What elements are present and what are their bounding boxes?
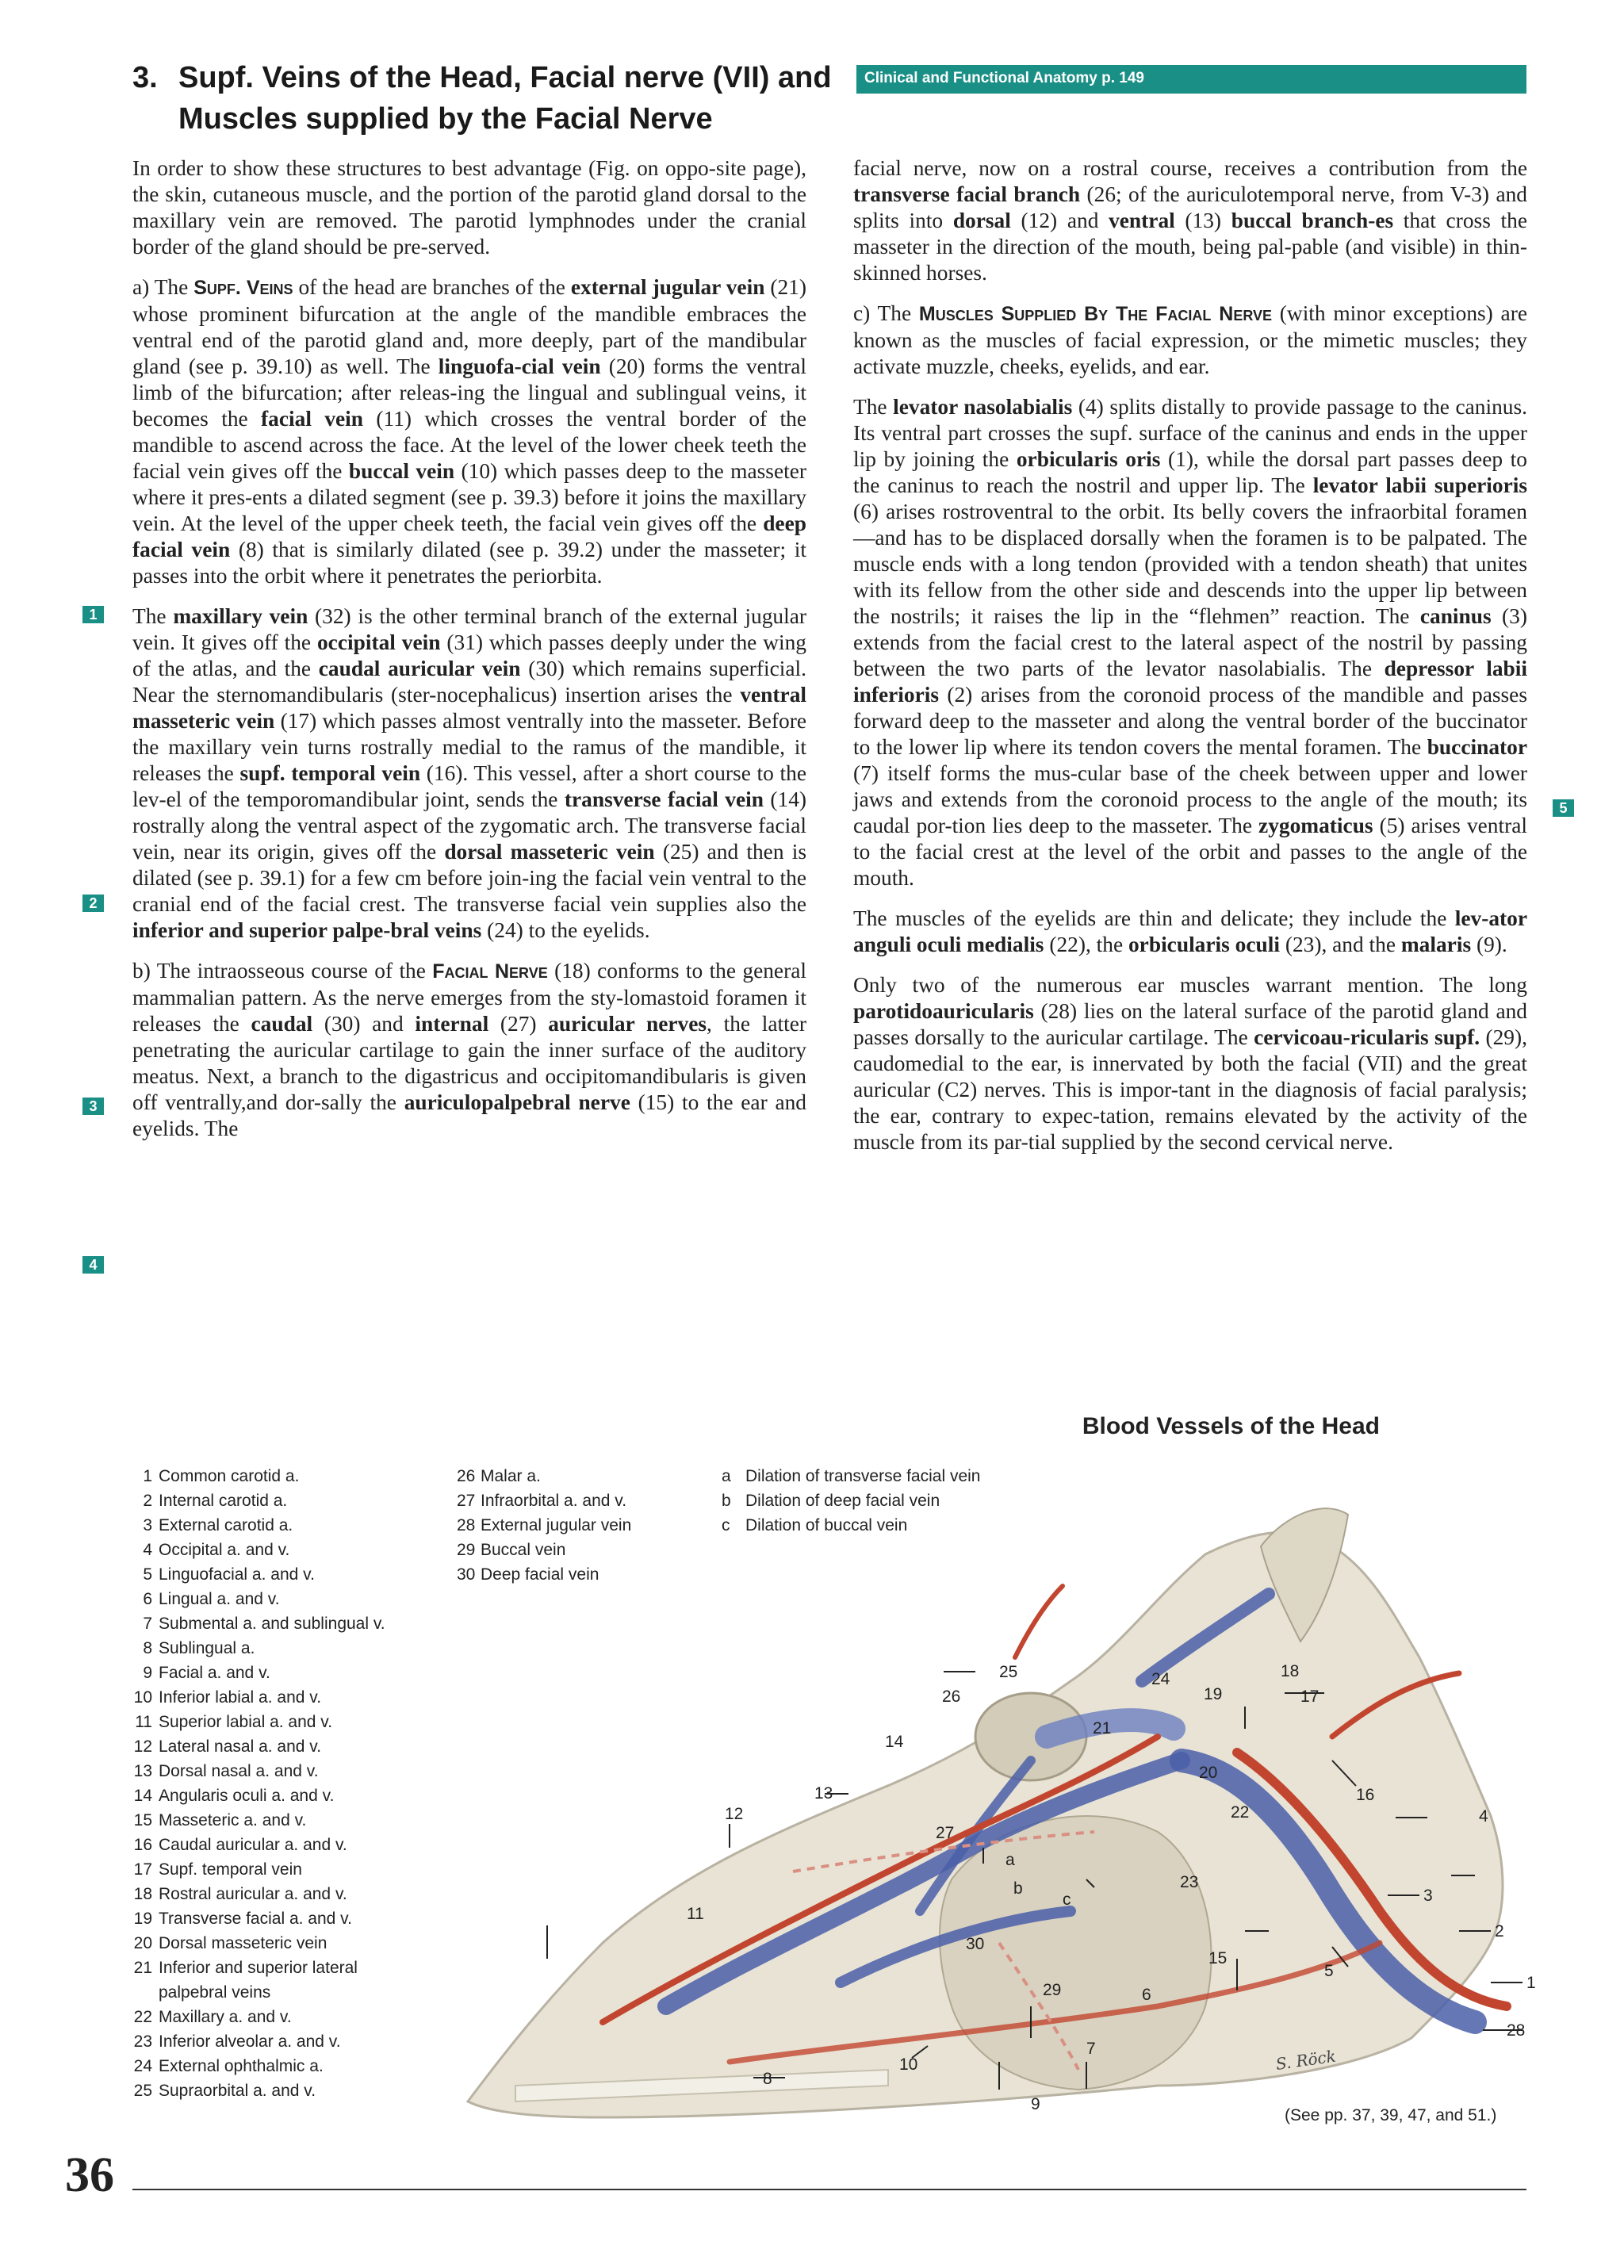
label-23: 23 xyxy=(1180,1873,1199,1891)
legend-item-number: 14 xyxy=(133,1787,152,1805)
section-number: 3. xyxy=(132,61,158,94)
legend-item-number: 28 xyxy=(457,1516,476,1534)
legend-item-number: 1 xyxy=(143,1467,152,1485)
legend-item-label: Occipital a. and v. xyxy=(159,1541,290,1559)
legend-item-number: 5 xyxy=(143,1565,152,1584)
legend-item xyxy=(127,1587,385,1611)
label-a: a xyxy=(1005,1851,1015,1869)
legend-item xyxy=(127,1488,385,1513)
margin-marker-5[interactable]: 5 xyxy=(1553,799,1574,817)
label-9: 9 xyxy=(1031,2095,1040,2113)
artist-signature: S. Röck xyxy=(1274,2046,1338,2074)
label-2: 2 xyxy=(1495,1922,1504,1940)
legend-item xyxy=(127,1710,385,1734)
label-26: 26 xyxy=(942,1688,961,1706)
legend-item-label: Common carotid a. xyxy=(159,1467,300,1485)
legend-item-number: 15 xyxy=(133,1811,152,1829)
legend-item-label: Inferior alveolar a. and v. xyxy=(159,2032,341,2051)
legend-item xyxy=(127,1956,385,1980)
legend-item xyxy=(127,1464,385,1488)
legend-item-label: Deep facial vein xyxy=(481,1565,599,1584)
label-c: c xyxy=(1063,1891,1071,1909)
legend-item-label: Supf. temporal vein xyxy=(159,1860,302,1879)
label-27: 27 xyxy=(936,1824,955,1842)
margin-marker-4[interactable]: 4 xyxy=(82,1256,104,1274)
label-5: 5 xyxy=(1324,1962,1334,1980)
legend-item-number: 16 xyxy=(133,1836,152,1854)
legend-item xyxy=(127,2005,385,2029)
label-28: 28 xyxy=(1507,2021,1526,2040)
title-line-1: Supf. Veins of the Head, Facial nerve (VII) and xyxy=(178,61,832,94)
legend-item-number: 8 xyxy=(143,1639,152,1657)
paragraph-facial-nerve: b) The intraosseous course of the Facial Nerve (18) conforms to the general mammalian pattern. As the nerve emerges from the sty-lomastoid foramen it releases the caudal (30) and internal (27) auricular nerves, the latter penetrating the auricular cartilage to gain the inner surface of the auditory meatus. Next, a branch to the digastricus and occipitomandibularis is given off ventrally,and dor-sally the auriculopalpebral nerve (15) to the ear and eyelids. The xyxy=(132,959,806,1140)
legend-item-label: Lateral nasal a. and v. xyxy=(159,1737,322,1756)
legend-item xyxy=(127,1906,385,1931)
legend-item xyxy=(127,1980,385,2005)
legend-item-label: Lingual a. and v. xyxy=(159,1590,280,1608)
label-24: 24 xyxy=(1151,1670,1170,1688)
legend-item-number: c xyxy=(722,1516,730,1534)
legend-item-label: Malar a. xyxy=(481,1467,541,1485)
legend-item-label: External carotid a. xyxy=(159,1516,293,1534)
legend-item-number: 20 xyxy=(133,1934,152,1952)
paragraph-eyelids: The muscles of the eyelids are thin and delicate; they include the lev-ator anguli oculi medialis (22), the orbicularis oculi (23), and the malaris (9). xyxy=(853,906,1527,956)
legend-item xyxy=(127,1882,385,1906)
legend-item-number: 2 xyxy=(143,1492,152,1510)
paragraph-muscles: c) The Muscles Supplied By The Facial Nerve (with minor exceptions) are known as the muscles of facial expression, or the mimetic muscles; they activate muzzle, cheeks, eyelids, and ear. xyxy=(853,301,1527,378)
legend-item-label: External jugular vein xyxy=(481,1516,632,1534)
reference-link[interactable]: Clinical and Functional Anatomy p. 149 xyxy=(864,70,1144,86)
legend-item-label: Inferior labial a. and v. xyxy=(159,1688,322,1707)
legend-item-label: Dorsal masseteric vein xyxy=(159,1934,327,1952)
legend-item xyxy=(127,1931,385,1956)
legend-item-number: 12 xyxy=(133,1737,152,1756)
footer-rule xyxy=(132,2189,1526,2190)
legend-item-label: Transverse facial a. and v. xyxy=(159,1910,352,1928)
legend-item-number: 21 xyxy=(133,1959,152,1977)
legend-item-number: a xyxy=(722,1467,731,1485)
legend-item-label: Supraorbital a. and v. xyxy=(159,2082,316,2100)
see-also-note: (See pp. 37, 39, 47, and 51.) xyxy=(1285,2106,1497,2124)
label-20: 20 xyxy=(1199,1764,1218,1782)
legend-item-label: Maxillary a. and v. xyxy=(159,2008,292,2026)
legend-item-number: b xyxy=(722,1492,731,1510)
supraorbital-artery xyxy=(1015,1586,1063,1657)
label-15: 15 xyxy=(1208,1949,1228,1967)
legend-item-label: Infraorbital a. and v. xyxy=(481,1492,627,1510)
paragraph-maxillary-vein: The maxillary vein (32) is the other terminal branch of the external jugular vein. It gives off the occipital vein (31) which passes deeply under the wing of the atlas, and the caudal auricular vein (30) which remains superficial. Near the sternomandibularis (ster-nocephalicus) insertion arises the ventral masseteric vein (17) which passes almost ventrally into the masseter. Before the maxillary vein turns rostrally medial to the ramus of the mandible, it releases the supf. temporal vein (16). This vessel, after a short course to the lev-el of the temporomandibular joint, sends the transverse facial vein (14) rostrally along the ventral aspect of the zygomatic arch. The transverse facial vein, near its origin, gives off the dorsal masseteric vein (25) and then is dilated (see p. 39.1) for a few cm before join-ing the facial vein ventral to the cranial end of the facial crest. The transverse facial vein supplies also the inferior and superior palpe-bral veins (24) to the eyelids. xyxy=(132,604,807,942)
legend-item-number: 23 xyxy=(133,2032,152,2051)
label-8: 8 xyxy=(763,2070,772,2088)
legend-item xyxy=(127,1783,385,1808)
margin-marker-2[interactable]: 2 xyxy=(82,895,104,912)
legend-item-number: 25 xyxy=(133,2082,152,2100)
legend-item-label: Dilation of deep facial vein xyxy=(745,1492,940,1510)
label-17: 17 xyxy=(1300,1688,1320,1706)
legend-item xyxy=(127,1833,385,1857)
label-21: 21 xyxy=(1093,1719,1112,1737)
legend-item-number: 19 xyxy=(133,1910,152,1928)
paragraph-intro: In order to show these structures to best advantage (Fig. on oppo-site page), the skin, cutaneous muscle, and the portion of the parotid gland dorsal to the maxillary vein are removed. The parotid lymphnodes under the cranial border of the gland should be pre-served. xyxy=(132,156,806,259)
legend-item xyxy=(127,2078,385,2103)
legend-item xyxy=(127,1808,385,1833)
paragraph-supf-veins: a) The Supf. Veins of the head are branches of the external jugular vein (21) whose prominent bifurcation at the angle of the mandible embraces the ventral end of the parotid gland and, more deeply, part of the mandibular gland (see p. 39.10) as well. The linguofa-cial vein (20) forms the ventral limb of the bifurcation; after releas-ing the lingual and sublingual veins, it becomes the facial vein (11) which crosses the ventral border of the mandible to ascend across the face. At the level of the lower cheek teeth the facial vein gives off the buccal vein (10) which passes deep to the masseter where it pres-ents a dilated segment (see p. 39.3) before it joins the maxillary vein. At the level of the upper cheek teeth, the facial vein gives off the deep facial vein (8) that is similarly dilated (see p. 39.2) under the masseter; it passes into the orbit where it penetrates the periorbita. xyxy=(132,275,807,588)
legend-item-label: Dilation of transverse facial vein xyxy=(745,1467,981,1485)
label-7: 7 xyxy=(1086,2040,1096,2058)
legend-item-label: Inferior and superior lateral xyxy=(159,1959,358,1977)
paragraph-ear-muscles: Only two of the numerous ear muscles warrant mention. The long parotidoauricularis (28) lies on the lateral surface of the parotid gland and passes dorsally to the auricular cartilage. The cervicoau-ricularis supf. (29), caudomedial to the ear, is innervated by both the facial (VII) and the great auricular (C2) nerves. This is impor-tant in the diagnosis of facial paralysis; the ear, contrary to expec-tation, remains elevated by the activity of the muscle from its par-tial supplied by the second cervical nerve. xyxy=(853,973,1527,1154)
legend-item xyxy=(127,1611,385,1636)
legend-item-number: 10 xyxy=(133,1688,152,1707)
legend-item xyxy=(722,1464,980,1488)
legend-item-label: Dilation of buccal vein xyxy=(745,1516,908,1534)
page-number: 36 xyxy=(65,2148,114,2202)
legend-item-label: Superior labial a. and v. xyxy=(159,1713,333,1731)
legend-item xyxy=(127,1759,385,1783)
legend-item-label: Internal carotid a. xyxy=(159,1492,288,1510)
label-22: 22 xyxy=(1231,1803,1250,1822)
label-18: 18 xyxy=(1281,1662,1300,1680)
horse-head-illustration xyxy=(444,1499,1538,2125)
legend-item-label: Angularis oculi a. and v. xyxy=(159,1787,335,1805)
legend-item-label: Dorsal nasal a. and v. xyxy=(159,1762,319,1780)
legend-item xyxy=(127,2029,385,2054)
legend-item xyxy=(127,1513,385,1538)
legend-item-label: Sublingual a. xyxy=(159,1639,255,1657)
label-1: 1 xyxy=(1526,1974,1536,1992)
legend-item-label: Masseteric a. and v. xyxy=(159,1811,307,1829)
legend-item xyxy=(127,1636,385,1661)
legend-item-label: Caudal auricular a. and v. xyxy=(159,1836,347,1854)
label-11: 11 xyxy=(687,1905,704,1923)
legend-item-number: 7 xyxy=(143,1615,152,1633)
legend-item xyxy=(127,2054,385,2078)
title-line-2: Muscles supplied by the Facial Nerve xyxy=(178,102,713,136)
legend-item-number: 4 xyxy=(143,1541,152,1559)
legend-item-label: Buccal vein xyxy=(481,1541,566,1559)
label-3: 3 xyxy=(1423,1887,1433,1905)
legend-item-number: 3 xyxy=(143,1516,152,1534)
right-column xyxy=(853,155,1527,1170)
label-25: 25 xyxy=(999,1663,1018,1681)
legend-item-number: 24 xyxy=(133,2057,152,2075)
margin-marker-1[interactable]: 1 xyxy=(82,606,104,623)
legend-item-number: 13 xyxy=(133,1762,152,1780)
legend-item-label: Linguofacial a. and v. xyxy=(159,1565,315,1584)
legend-item-number: 30 xyxy=(457,1565,476,1584)
legend-item-number: 27 xyxy=(457,1492,476,1510)
legend-item-number: 22 xyxy=(133,2008,152,2026)
legend-item-number: 26 xyxy=(457,1467,476,1485)
label-29: 29 xyxy=(1043,1981,1062,1999)
legend-item xyxy=(127,1538,385,1562)
paragraph-levator: The levator nasolabialis (4) splits distally to provide passage to the caninus. Its ventral part crosses the supf. surface of the caninus and ends in the upper lip by joining the orbicularis oris (1), while the dorsal part passes deep to the caninus to reach the nostril and upper lip. The levator labii superioris (6) arises rostroventral to the orbit. Its belly covers the infraorbital foramen—and has to be displaced dorsally when the foramen is to be palpated. The muscle ends with a long tendon (provided with a tendon sheath) that unites with its fellow from the other side and descends into the upper lip between the nostrils; it raises the lip in the “flehmen” reaction. The caninus (3) extends from the facial crest to the lateral aspect of the nostril by passing between the two parts of the levator nasolabialis. The depressor labii inferioris (2) arises from the coronoid process of the mandible and passes forward deep to the masseter and along the ventral border of the buccinator to the lower lip where its tendon covers the mental foramen. The buccinator (7) itself forms the mus-cular base of the cheek between upper and lower jaws and extends from the coronoid process to the angle of the mouth; its caudal por-tion lies deep to the masseter. The zygomaticus (5) arises ventral to the facial crest at the level of the orbit and passes to the angle of the mouth. xyxy=(853,395,1528,890)
legend-item xyxy=(127,1562,385,1587)
legend-item-number: 18 xyxy=(133,1885,152,1903)
label-19: 19 xyxy=(1204,1685,1223,1703)
legend-item xyxy=(127,1685,385,1710)
legend-item-number: 6 xyxy=(143,1590,152,1608)
paragraph-facial-nerve-cont: facial nerve, now on a rostral course, receives a contribution from the transverse facial branch (26; of the auriculotemporal nerve, from V-3) and splits into dorsal (12) and ventral (13) buccal branch-es that cross the masseter in the direction of the mouth, being pal-pable (and visible) in thin-skinned horses. xyxy=(853,156,1527,285)
label-10: 10 xyxy=(899,2055,918,2074)
legend-item-label: Rostral auricular a. and v. xyxy=(159,1885,347,1903)
legend-column-1 xyxy=(127,1464,385,2103)
legend-item-number: 29 xyxy=(457,1541,476,1559)
label-12: 12 xyxy=(725,1805,744,1823)
legend-item-label: Facial a. and v. xyxy=(159,1664,270,1682)
margin-marker-3[interactable]: 3 xyxy=(82,1098,104,1115)
page-title xyxy=(132,57,846,140)
label-16: 16 xyxy=(1356,1786,1375,1804)
legend-item xyxy=(127,1857,385,1882)
legend-item-label: Submental a. and sublingual v. xyxy=(159,1615,385,1633)
label-13: 13 xyxy=(814,1784,833,1803)
reference-bar xyxy=(856,65,1526,94)
left-column xyxy=(132,155,806,1156)
legend-item-number: 17 xyxy=(133,1860,152,1879)
label-4: 4 xyxy=(1479,1807,1488,1826)
legend-item-number: 9 xyxy=(143,1664,152,1682)
legend-item xyxy=(127,1734,385,1759)
legend-item-number: 11 xyxy=(135,1713,152,1731)
figure-title: Blood Vessels of the Head xyxy=(1082,1413,1380,1439)
legend-item-label: External ophthalmic a. xyxy=(159,2057,324,2075)
legend-item xyxy=(457,1464,631,1488)
label-6: 6 xyxy=(1142,1986,1151,2004)
legend-item xyxy=(127,1661,385,1685)
label-b: b xyxy=(1013,1879,1023,1898)
label-14: 14 xyxy=(885,1733,904,1751)
legend-item-label: palpebral veins xyxy=(159,1983,271,2002)
label-30: 30 xyxy=(966,1935,985,1953)
